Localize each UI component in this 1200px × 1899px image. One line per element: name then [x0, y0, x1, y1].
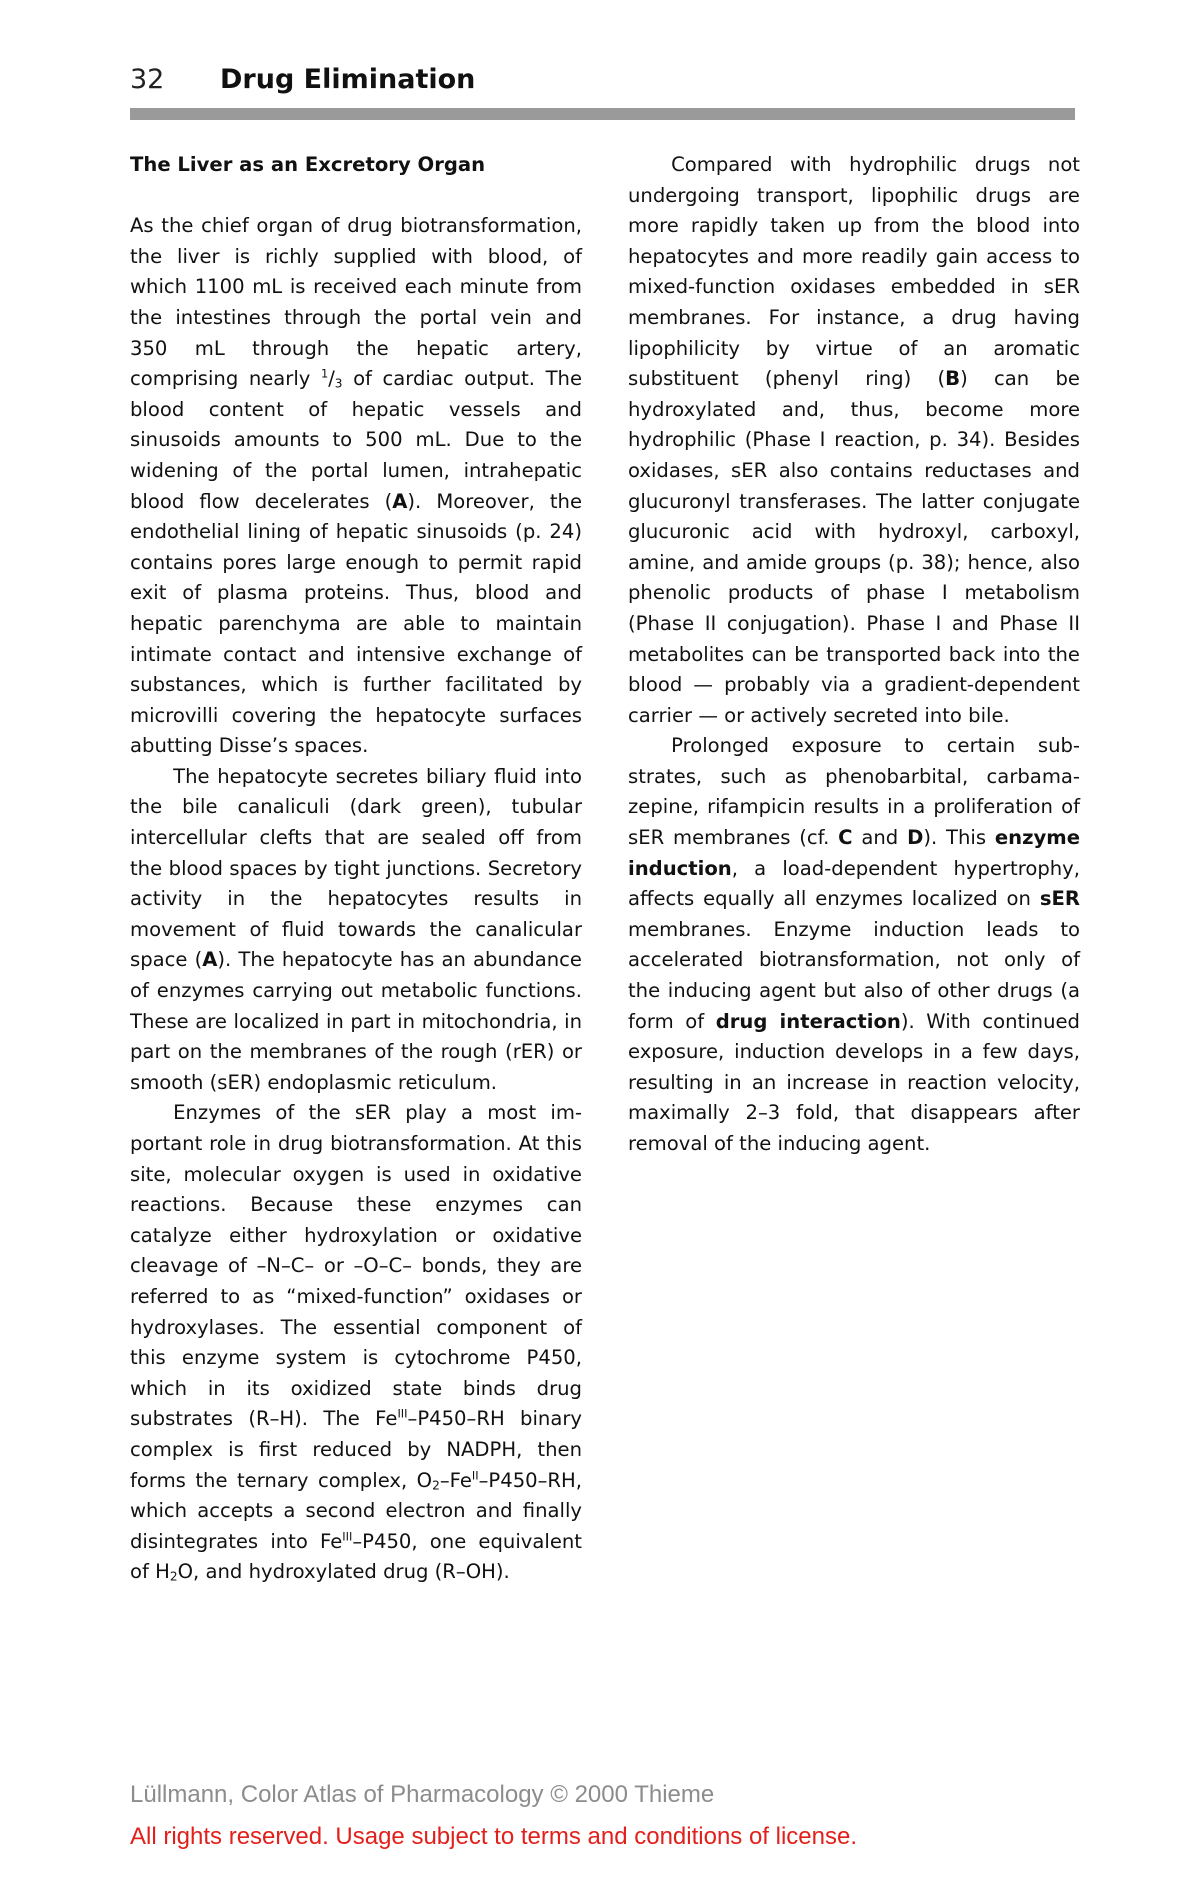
subscript: 2 — [432, 1477, 440, 1492]
text-run: –P450–RH, which accepts a second electron and finally disintegrates into Fe — [130, 1468, 582, 1553]
section-heading: The Liver as an Excretory Organ — [130, 153, 486, 176]
license-notice: All rights reserved. Usage subject to terms and conditions of license. — [130, 1823, 858, 1850]
paragraph — [130, 1098, 582, 1588]
copyright-notice: Lüllmann, Color Atlas of Pharmacology © 2000 Thieme — [130, 1781, 715, 1808]
key-term: enzyme induction — [628, 826, 1080, 880]
key-term: sER — [1039, 887, 1080, 911]
paragraph — [130, 762, 582, 1099]
text-run: and — [852, 826, 908, 850]
paragraph — [130, 211, 582, 762]
text-run: Enzymes of the sER play a most important role in drug biotransformation. At this site, molecular oxygen is used in oxidative reactions. Because these enzymes can catalyze either hydroxylation or oxidative cleavage of –N–C– or –O–C– bonds, they are referred to as “mixed-function” oxidases or hydroxylases. The essential component of this enzyme system is cytochrome P450, which in its oxidized state binds drug substrates (R–H). The Fe — [130, 1101, 582, 1431]
text-run: ). Moreover, the endothelial lining of hepatic sinusoids (p. 24) contains pores large enough to permit rapid exit of plasma proteins. Thus, blood and hepatic parenchyma are able to maintain intimate contact and intensive exchange of substances, which is further facilitated by microvilli covering the hepatocyte surfaces abutting Disse’s spaces. — [130, 489, 582, 758]
figure-ref: A — [392, 489, 408, 513]
key-term: drug interaction — [715, 1009, 901, 1033]
text-run: of cardiac output. The blood content of hepatic vessels and sinusoids amounts to 500 mL. Due to the widening of the portal lumen, intrahepatic blood flow decelerates ( — [130, 367, 583, 513]
text-run: ). The hepatocyte has an abundance of enzymes carrying out metabolic functions. These are localized in part in mitochondria, in part on the membranes of the rough (rER) or smooth (sER) endoplasmic reticulum. — [130, 948, 582, 1094]
paragraph — [628, 150, 1080, 731]
text-run: membranes. Enzyme induction leads to accelerated biotransformation, not only of the inducing agent but also of other drugs (a form of — [628, 917, 1080, 1033]
superscript: III — [342, 1529, 353, 1544]
figure-ref: A — [202, 948, 218, 972]
fraction-denominator: 3 — [334, 376, 343, 391]
right-column — [628, 150, 1080, 1160]
text-run: As the chief organ of drug biotransformation, the liver is richly supplied with blood, of which 1100 mL is received each minute from the intestines through the portal vein and 350 mL through the hepatic artery, comprising nearly — [130, 214, 582, 391]
text-run: The hepatocyte secretes biliary fluid into the bile canaliculi (dark green), tubular intercellular clefts that are sealed off from the blood spaces by tight junctions. Secretory activity in the hepatocytes results in movement of fluid towards the canalicular space ( — [130, 764, 582, 972]
text-run: Prolonged exposure to certain substrates, such as phenobarbital, carbamazepine, rifampicin results in a proliferation of sER membranes (cf. — [628, 734, 1080, 850]
paragraph — [628, 731, 1080, 1159]
figure-ref: C — [838, 826, 853, 850]
text-run: –P450–RH binary complex is first reduced by NADPH, then forms the ternary complex, O — [130, 1407, 583, 1492]
text-run: Compared with hydrophilic drugs not undergoing transport, lipophilic drugs are more rapidly taken up from the blood into hepatocytes and more readily gain access to mixed-function oxidases embedded in sER membranes. For instance, a drug having lipophilicity by virtue of an aromatic substituent (phenyl ring) ( — [628, 153, 1080, 391]
text-run: –P450, one equivalent of H — [130, 1529, 582, 1584]
text-run: –Fe — [439, 1468, 472, 1492]
fraction-numerator: 1 — [320, 366, 329, 381]
left-column — [130, 150, 582, 1588]
text-run: ). With continued exposure, induction develops in a few days, resulting in an increase in reaction velocity, maximally 2–3 fold, that disappears after removal of the inducing agent. — [628, 1009, 1080, 1155]
running-header — [130, 62, 1075, 102]
text-run: , a load-dependent hypertrophy, affects equally all enzymes localized on — [628, 856, 1080, 911]
text-run: ). This — [923, 826, 995, 850]
chapter-title: Drug Elimination — [220, 64, 476, 95]
subscript: 2 — [169, 1569, 178, 1584]
text-run: ) can be hydroxylated and, thus, become more hydrophilic (Phase I reaction, p. 34). Besides oxidases, sER also contains reductases and glucuronyl transferases. The latter conjugate glucuronic acid with hydroxyl, carboxyl, amine, and amide groups (p. 38); hence, also phenolic products of phase I metabolism (Phase II conjugation). Phase I and Phase II metabolites can be transported back into the blood — probably via a gradient-dependent carrier — or actively secreted into bile. — [628, 367, 1080, 727]
superscript: II — [471, 1468, 479, 1483]
fraction-slash: / — [328, 367, 335, 391]
header-rule — [130, 108, 1075, 120]
superscript: III — [397, 1406, 408, 1421]
page-number: 32 — [130, 64, 165, 95]
figure-ref: D — [907, 826, 924, 850]
figure-ref: B — [945, 367, 961, 391]
text-run: O, and hydroxylated drug (R–OH). — [177, 1560, 510, 1584]
